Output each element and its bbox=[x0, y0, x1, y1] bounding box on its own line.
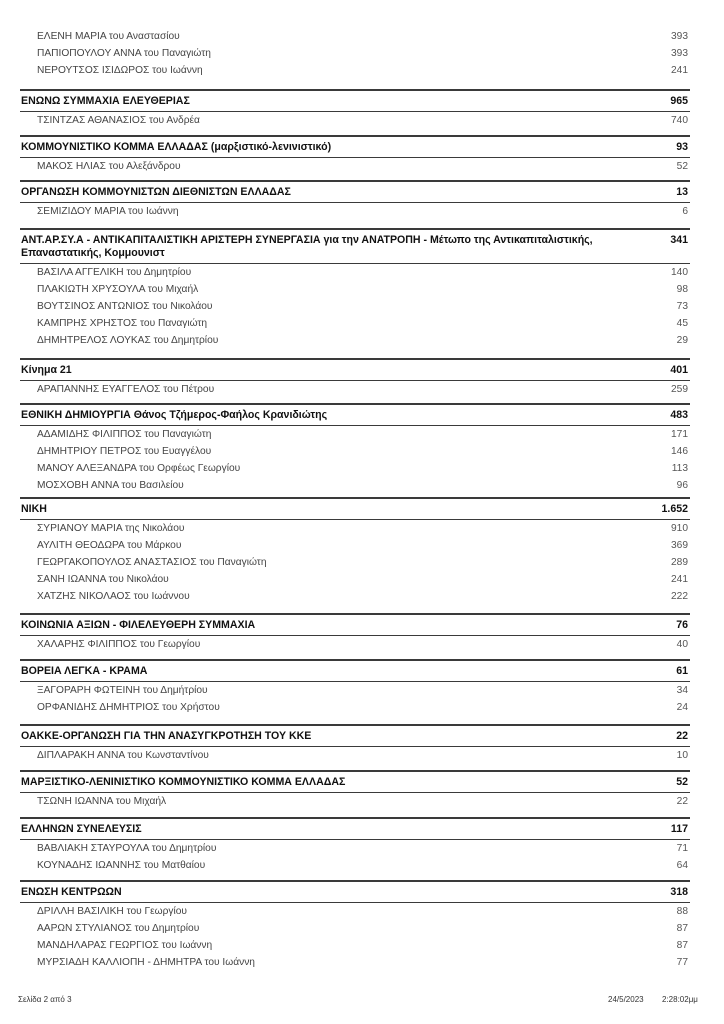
candidate-name: ΔΡΙΛΛΗ ΒΑΣΙΛΙΚΗ του Γεωργίου bbox=[37, 906, 188, 917]
party-name: ΚΟΙΝΩΝΙΑ ΑΞΙΩΝ - ΦΙΛΕΛΕΥΘΕΡΗ ΣΥΜΜΑΧΙΑ bbox=[21, 619, 256, 631]
candidate-name: ΧΑΛΑΡΗΣ ΦΙΛΙΠΠΟΣ του Γεωργίου bbox=[37, 639, 201, 650]
candidate-name: ΜΑΚΟΣ ΗΛΙΑΣ του Αλεξάνδρου bbox=[37, 161, 181, 172]
candidate-name: ΞΑΓΟΡΑΡΗ ΦΩΤΕΙΝΗ του Δημήτρίου bbox=[37, 685, 208, 696]
candidate-name: ΑΑΡΩΝ ΣΤΥΛΙΑΝΟΣ του Δημητρίου bbox=[37, 923, 200, 934]
party-name: Κίνημα 21 bbox=[21, 364, 72, 376]
candidate-row bbox=[20, 45, 690, 62]
candidate-name: ΜΥΡΣΙΑΔΗ ΚΑΛΛΙΟΠΗ - ΔΗΜΗΤΡΑ του Ιωάννη bbox=[37, 957, 255, 968]
candidate-votes: 45 bbox=[676, 318, 688, 329]
party-name: ΜΑΡΞΙΣΤΙΚΟ-ΛΕΝΙΝΙΣΤΙΚΟ ΚΟΜΜΟΥΝΙΣΤΙΚΟ ΚΟΜΜΑ ΕΛΛΑΔΑΣ bbox=[21, 776, 346, 788]
party-block bbox=[20, 135, 690, 175]
candidate-name: ΠΛΑΚΙΩΤΗ ΧΡΥΣΟΥΛΑ του Μιχαήλ bbox=[37, 284, 199, 295]
candidate-name: ΒΟΥΤΣΙΝΟΣ ΑΝΤΩΝΙΟΣ του Νικολάου bbox=[37, 301, 213, 312]
candidate-votes: 29 bbox=[676, 335, 688, 346]
party-name: ΚΟΜΜΟΥΝΙΣΤΙΚΟ ΚΟΜΜΑ ΕΛΛΑΔΑΣ (μαρξιστικό-λενινιστικό) bbox=[21, 141, 332, 153]
report-time: 2:28:02μμ bbox=[662, 995, 698, 1004]
candidate-votes: 88 bbox=[676, 906, 688, 917]
party-header bbox=[20, 497, 690, 520]
candidate-name: ΔΗΜΗΤΡΙΟΥ ΠΕΤΡΟΣ του Ευαγγέλου bbox=[37, 446, 212, 457]
party-block bbox=[20, 89, 690, 129]
party-name: ΕΘΝΙΚΗ ΔΗΜΙΟΥΡΓΙΑ Θάνος Τζήμερος-Φαήλος Κρανιδιώτης bbox=[21, 409, 328, 421]
party-block bbox=[20, 180, 690, 220]
party-name: ΑΝΤ.ΑΡ.ΣΥ.Α - ΑΝΤΙΚΑΠΙΤΑΛΙΣΤΙΚΗ ΑΡΙΣΤΕΡΗ ΣΥΝΕΡΓΑΣΙΑ για την ΑΝΑΤΡΟΠΗ - Μέτωπο της Αντικαπιταλιστικής, Επαναστατικής, Κομμουνιστ bbox=[21, 234, 593, 259]
report-date: 24/5/2023 bbox=[608, 995, 644, 1004]
candidate-row bbox=[20, 537, 690, 554]
party-name: ΕΛΛΗΝΩΝ ΣΥΝΕΛΕΥΣΙΣ bbox=[21, 823, 142, 835]
candidate-row bbox=[20, 682, 690, 699]
candidate-row bbox=[20, 460, 690, 477]
candidate-name: ΝΕΡΟΥΤΣΟΣ ΙΣΙΔΩΡΟΣ του Ιωάννη bbox=[37, 65, 203, 76]
party-block bbox=[20, 228, 690, 349]
candidate-votes: 34 bbox=[676, 685, 688, 696]
candidate-name: ΓΕΩΡΓΑΚΟΠΟΥΛΟΣ ΑΝΑΣΤΑΣΙΟΣ του Παναγιώτη bbox=[37, 557, 267, 568]
candidate-name: ΑΡΑΠΑΝΝΗΣ ΕΥΑΓΓΕΛΟΣ του Πέτρου bbox=[37, 384, 215, 395]
candidate-row bbox=[20, 520, 690, 537]
party-name: ΟΡΓΑΝΩΣΗ ΚΟΜΜΟΥΝΙΣΤΩΝ ΔΙΕΘΝΙΣΤΩΝ ΕΛΛΑΔΑΣ bbox=[21, 186, 291, 198]
party-total-votes: 117 bbox=[670, 823, 688, 835]
party-header bbox=[20, 724, 690, 747]
candidate-votes: 241 bbox=[671, 65, 688, 76]
party-header bbox=[20, 817, 690, 840]
candidate-votes: 10 bbox=[676, 750, 688, 761]
candidate-row bbox=[20, 920, 690, 937]
party-total-votes: 401 bbox=[670, 364, 688, 376]
candidate-votes: 40 bbox=[676, 639, 688, 650]
candidate-votes: 22 bbox=[676, 796, 688, 807]
party-total-votes: 61 bbox=[676, 665, 688, 677]
candidate-row bbox=[20, 203, 690, 220]
candidate-votes: 910 bbox=[671, 523, 688, 534]
candidate-row bbox=[20, 793, 690, 810]
candidate-votes: 77 bbox=[676, 957, 688, 968]
candidate-name: ΒΑΒΛΙΑΚΗ ΣΤΑΥΡΟΥΛΑ του Δημητρίου bbox=[37, 843, 217, 854]
candidate-row bbox=[20, 699, 690, 716]
party-total-votes: 93 bbox=[676, 141, 688, 153]
party-block bbox=[20, 817, 690, 874]
party-block bbox=[20, 770, 690, 810]
candidate-name: ΒΑΣΙΛΑ ΑΓΓΕΛΙΚΗ του Δημητρίου bbox=[37, 267, 192, 278]
candidate-name: ΚΑΜΠΡΗΣ ΧΡΗΣΤΟΣ του Παναγιώτη bbox=[37, 318, 208, 329]
candidate-name: ΧΑΤΖΗΣ ΝΙΚΟΛΑΟΣ του Ιωάννου bbox=[37, 591, 190, 602]
party-total-votes: 318 bbox=[670, 886, 688, 898]
candidate-name: ΟΡΦΑΝΙΔΗΣ ΔΗΜΗΤΡΙΟΣ του Χρήστου bbox=[37, 702, 220, 713]
party-block bbox=[20, 880, 690, 971]
party-header bbox=[20, 180, 690, 203]
candidate-votes: 52 bbox=[676, 161, 688, 172]
party-total-votes: 13 bbox=[676, 186, 688, 198]
party-header bbox=[20, 403, 690, 426]
candidate-row bbox=[20, 954, 690, 971]
candidate-row bbox=[20, 636, 690, 653]
candidate-votes: 98 bbox=[676, 284, 688, 295]
candidate-row bbox=[20, 554, 690, 571]
candidate-votes: 289 bbox=[671, 557, 688, 568]
candidate-votes: 96 bbox=[676, 480, 688, 491]
candidate-votes: 222 bbox=[671, 591, 688, 602]
candidate-votes: 6 bbox=[682, 206, 688, 217]
candidate-row bbox=[20, 315, 690, 332]
candidate-votes: 87 bbox=[676, 940, 688, 951]
candidate-row bbox=[20, 443, 690, 460]
candidate-votes: 241 bbox=[671, 574, 688, 585]
candidate-row bbox=[20, 903, 690, 920]
candidate-name: ΑΥΛΙΤΗ ΘΕΟΔΩΡΑ του Μάρκου bbox=[37, 540, 182, 551]
party-header bbox=[20, 228, 690, 264]
party-total-votes: 483 bbox=[670, 409, 688, 421]
candidate-votes: 113 bbox=[671, 463, 688, 474]
candidate-votes: 393 bbox=[671, 48, 688, 59]
candidate-name: ΕΛΕΝΗ ΜΑΡΙΑ του Αναστασίου bbox=[37, 31, 180, 42]
candidate-name: ΔΗΜΗΤΡΕΛΟΣ ΛΟΥΚΑΣ του Δημητρίου bbox=[37, 335, 219, 346]
party-name: ΕΝΩΝΩ ΣΥΜΜΑΧΙΑ ΕΛΕΥΘΕΡΙΑΣ bbox=[21, 95, 190, 107]
party-block bbox=[20, 497, 690, 605]
party-total-votes: 76 bbox=[676, 619, 688, 631]
candidate-name: ΤΣΙΝΤΖΑΣ ΑΘΑΝΑΣΙΟΣ του Ανδρέα bbox=[37, 115, 200, 126]
party-total-votes: 965 bbox=[670, 95, 688, 107]
party-header bbox=[20, 135, 690, 158]
continued-candidate-list bbox=[20, 28, 690, 79]
candidate-votes: 740 bbox=[671, 115, 688, 126]
candidate-row bbox=[20, 937, 690, 954]
party-block bbox=[20, 358, 690, 398]
candidate-name: ΜΟΣΧΟΒΗ ΑΝΝΑ του Βασιλείου bbox=[37, 480, 184, 491]
candidate-votes: 140 bbox=[671, 267, 688, 278]
candidate-row bbox=[20, 477, 690, 494]
candidate-name: ΣΥΡΙΑΝΟΥ ΜΑΡΙΑ της Νικολάου bbox=[37, 523, 185, 534]
party-total-votes: 341 bbox=[670, 234, 688, 246]
party-block bbox=[20, 659, 690, 716]
candidate-row bbox=[20, 298, 690, 315]
candidate-votes: 171 bbox=[671, 429, 688, 440]
candidate-name: ΠΑΠΙΟΠΟΥΛΟΥ ΑΝΝΑ του Παναγιώτη bbox=[37, 48, 211, 59]
candidate-name: ΜΑΝΔΗΛΑΡΑΣ ΓΕΩΡΓΙΟΣ του Ιωάννη bbox=[37, 940, 213, 951]
party-name: ΒΟΡΕΙΑ ΛΕΓΚΑ - ΚΡΑΜΑ bbox=[21, 665, 148, 677]
party-block bbox=[20, 724, 690, 764]
party-header bbox=[20, 358, 690, 381]
candidate-name: ΔΙΠΛΑΡΑΚΗ ΑΝΝΑ του Κωνσταντίνου bbox=[37, 750, 209, 761]
candidate-votes: 369 bbox=[671, 540, 688, 551]
candidate-row bbox=[20, 332, 690, 349]
party-name: ΝΙΚΗ bbox=[21, 503, 47, 515]
candidate-row bbox=[20, 112, 690, 129]
candidate-row bbox=[20, 281, 690, 298]
candidate-row bbox=[20, 158, 690, 175]
candidate-votes: 73 bbox=[676, 301, 688, 312]
party-block bbox=[20, 613, 690, 653]
candidate-row bbox=[20, 381, 690, 398]
candidate-row bbox=[20, 28, 690, 45]
candidate-name: ΑΔΑΜΙΔΗΣ ΦΙΛΙΠΠΟΣ του Παναγιώτη bbox=[37, 429, 212, 440]
candidate-name: ΣΑΝΗ ΙΩΑΝΝΑ του Νικολάου bbox=[37, 574, 169, 585]
page-number: Σελίδα 2 από 3 bbox=[18, 995, 72, 1004]
candidate-votes: 24 bbox=[676, 702, 688, 713]
party-name: ΕΝΩΣΗ ΚΕΝΤΡΩΩΝ bbox=[21, 886, 122, 898]
candidate-name: ΜΑΝΟΥ ΑΛΕΞΑΝΔΡΑ του Ορφέως Γεωργίου bbox=[37, 463, 241, 474]
candidate-row bbox=[20, 571, 690, 588]
candidate-row bbox=[20, 588, 690, 605]
candidate-name: ΚΟΥΝΑΔΗΣ ΙΩΑΝΝΗΣ του Ματθαίου bbox=[37, 860, 206, 871]
candidate-row bbox=[20, 747, 690, 764]
party-block bbox=[20, 403, 690, 494]
party-header bbox=[20, 89, 690, 112]
party-header bbox=[20, 770, 690, 793]
party-total-votes: 52 bbox=[676, 776, 688, 788]
candidate-votes: 87 bbox=[676, 923, 688, 934]
candidate-name: ΣΕΜΙΖΙΔΟΥ ΜΑΡΙΑ του Ιωάννη bbox=[37, 206, 179, 217]
party-total-votes: 22 bbox=[676, 730, 688, 742]
party-name: ΟΑΚΚΕ-ΟΡΓΑΝΩΣΗ ΓΙΑ ΤΗΝ ΑΝΑΣΥΓΚΡΟΤΗΣΗ ΤΟΥ ΚΚΕ bbox=[21, 730, 312, 742]
candidate-row bbox=[20, 840, 690, 857]
candidate-votes: 393 bbox=[671, 31, 688, 42]
candidate-votes: 64 bbox=[676, 860, 688, 871]
candidate-row bbox=[20, 62, 690, 79]
candidate-row bbox=[20, 264, 690, 281]
candidate-row bbox=[20, 857, 690, 874]
party-header bbox=[20, 880, 690, 903]
candidate-votes: 146 bbox=[671, 446, 688, 457]
candidate-row bbox=[20, 426, 690, 443]
candidate-votes: 71 bbox=[676, 843, 688, 854]
candidate-votes: 259 bbox=[671, 384, 688, 395]
party-header bbox=[20, 613, 690, 636]
candidate-name: ΤΣΩΝΗ ΙΩΑΝΝΑ του Μιχαήλ bbox=[37, 796, 167, 807]
party-total-votes: 1.652 bbox=[661, 503, 688, 515]
party-header bbox=[20, 659, 690, 682]
